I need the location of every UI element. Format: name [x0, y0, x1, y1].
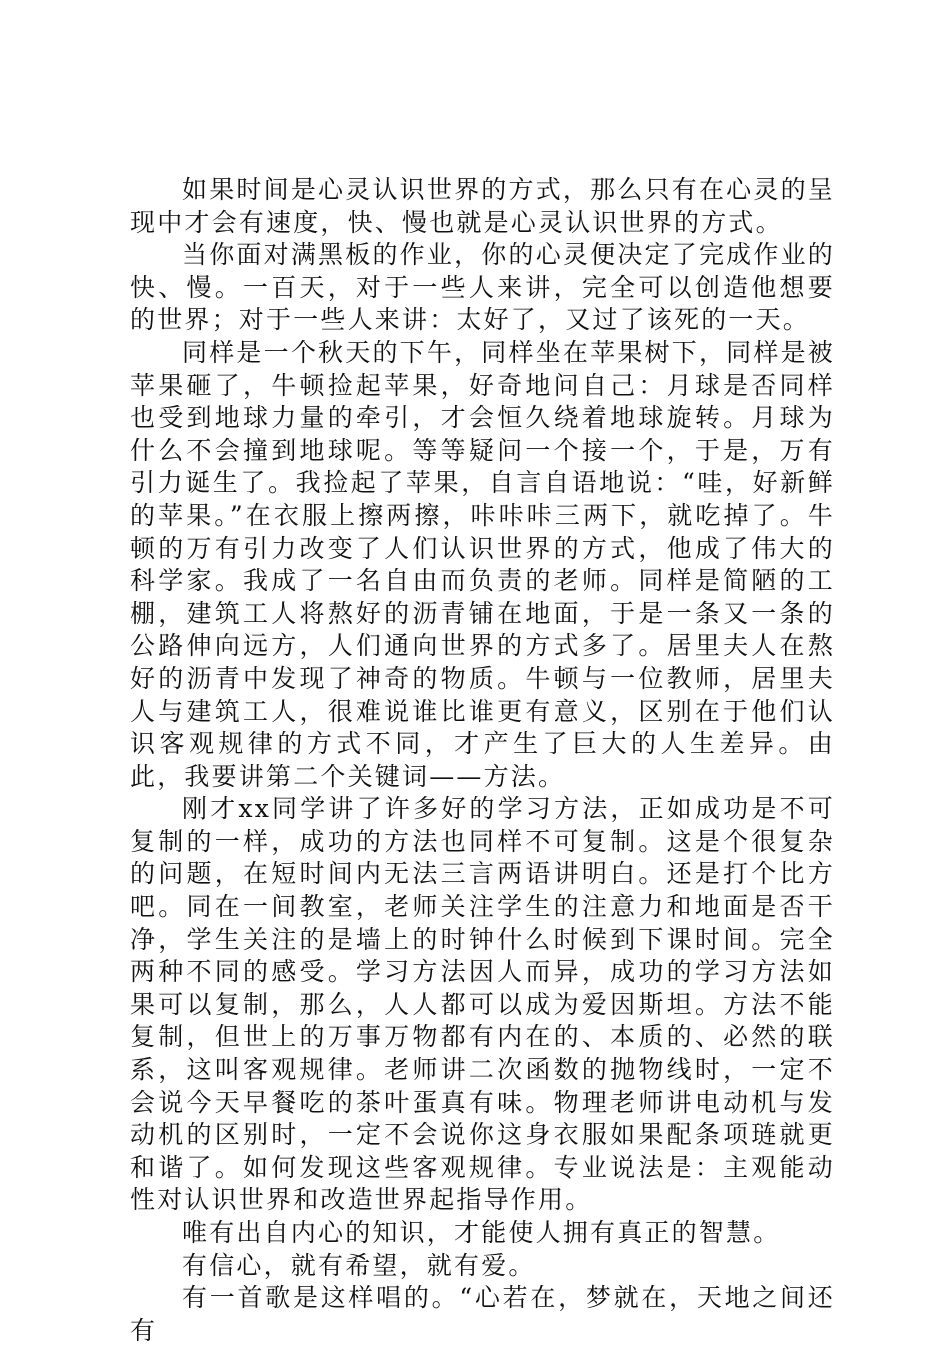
- paragraph-2: 当你面对满黑板的作业，你的心灵便决定了完成作业的快、慢。一百天，对于一些人来讲，完全可以创造他想要的世界；对于一些人来讲：太好了，又过了该死的一天。: [130, 240, 835, 335]
- paragraph-7: 有一首歌是这样唱的。“心若在，梦就在，天地之间还有: [130, 1283, 835, 1345]
- document-body: [130, 174, 835, 1347]
- paragraph-5: 唯有出自内心的知识，才能使人拥有真正的智慧。: [182, 1218, 781, 1247]
- paragraph-6: 有信心，就有希望，就有爱。: [182, 1250, 536, 1280]
- paragraph-4: 刚才xx同学讲了许多好的学习方法，正如成功是不可复制的一样，成功的方法也同样不可复制。这是个很复杂的问题，在短时间内无法三言两语讲明白。还是打个比方吧。同在一间教室，老师关注学生的注意力和地面是否干净，学生关注的是墙上的时钟什么时候到下课时间。完全两种不同的感受。学习方法因人而异，成功的学习方法如果可以复制，那么，人人都可以成为爱因斯坦。方法不能复制，但世上的万事万物都有内在的、本质的、必然的联系，这叫客观规律。老师讲二次函数的抛物线时，一定不会说今天早餐吃的茶叶蛋真有味。物理老师讲电动机与发动机的区别时，一定不会说你这身衣服如果配条项琏就更和谐了。如何发现这些客观规律。专业说法是：主观能动性对认识世界和改造世界起指导作用。: [130, 794, 835, 1215]
- paragraph-3: 同样是一个秋天的下午，同样坐在苹果树下，同样是被苹果砸了，牛顿捡起苹果，好奇地问自己：月球是否同样也受到地球力量的牵引，才会恒久绕着地球旋转。月球为什么不会撞到地球呢。等等疑问一个接一个，于是，万有引力诞生了。我捡起了苹果，自言自语地说：“哇，好新鲜的苹果。”在衣服上擦两擦，咔咔咔三两下，就吃掉了。牛顿的万有引力改变了人们认识世界的方式，他成了伟大的科学家。我成了一名自由而负责的老师。同样是简陋的工棚，建筑工人将熬好的沥青铺在地面，于是一条又一条的公路伸向远方，人们通向世界的方式多了。居里夫人在熬好的沥青中发现了神奇的物质。牛顿与一位教师，居里夫人与建筑工人，很难说谁比谁更有意义，区别在于他们认识客观规律的方式不同，才产生了巨大的人生差异。由此，我要讲第二个关键词——方法。: [130, 337, 835, 791]
- paragraph-1: 如果时间是心灵认识世界的方式，那么只有在心灵的呈现中才会有速度，快、慢也就是心灵认识世界的方式。: [130, 175, 835, 237]
